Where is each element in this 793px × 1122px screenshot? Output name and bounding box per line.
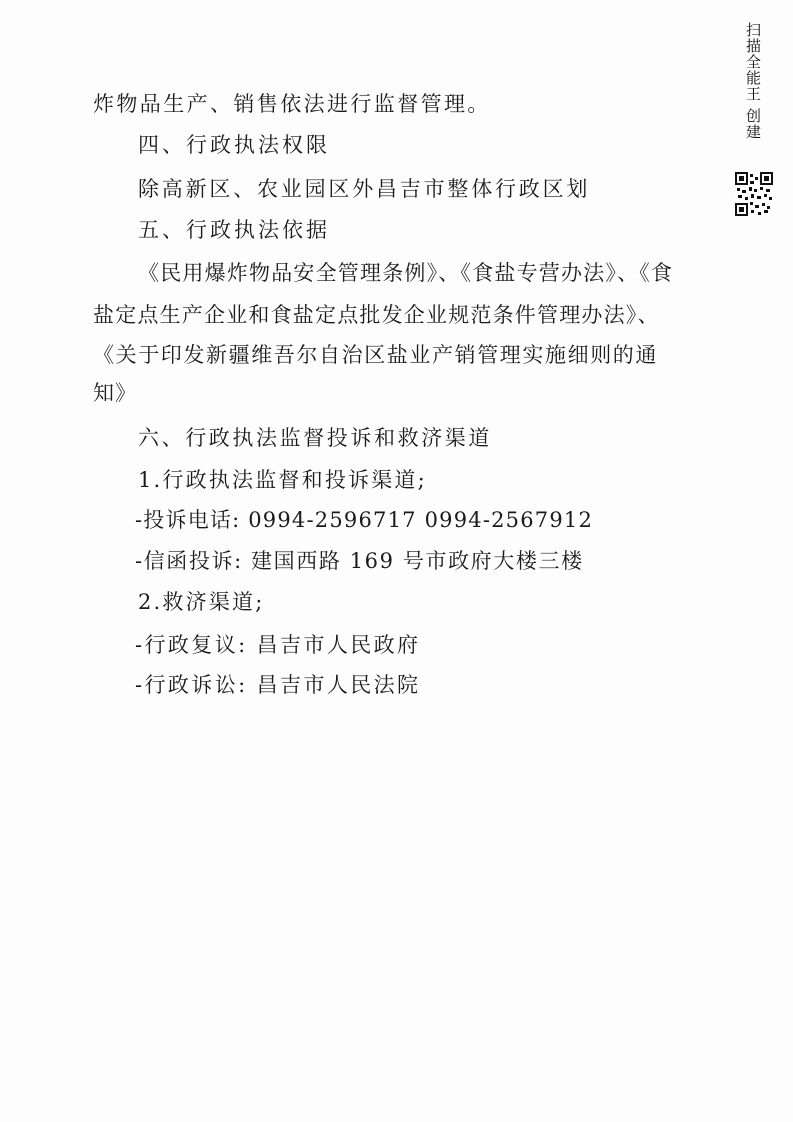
list-item: 2.救济渠道;: [138, 590, 265, 614]
qr-code-icon: [735, 172, 773, 216]
section-heading-4: 四、行政执法权限: [138, 133, 330, 157]
list-item: 1.行政执法监督和投诉渠道;: [138, 468, 427, 492]
list-item: -行政诉讼: 昌吉市人民法院: [135, 673, 421, 697]
body-text-line: 《民用爆炸物品安全管理条例》、《食盐专营办法》、《食: [138, 261, 674, 285]
body-text-line: 盐定点生产企业和食盐定点批发企业规范条件管理办法》、: [93, 303, 660, 327]
body-text-line: 知》: [93, 381, 137, 405]
list-item: -信函投诉: 建国西路 169 号市政府大楼三楼: [135, 549, 584, 573]
body-text-line: 《关于印发新疆维吾尔自治区盐业产销管理实施细则的通: [93, 343, 658, 367]
scanner-watermark: [735, 22, 779, 222]
body-text-line: 除高新区、农业园区外昌吉市整体行政区划: [138, 177, 591, 201]
body-text-line: 炸物品生产、销售依法进行监督管理。: [93, 92, 491, 116]
section-heading-5: 五、行政执法依据: [138, 218, 330, 242]
list-item: -行政复议: 昌吉市人民政府: [135, 633, 421, 657]
list-item: -投诉电话: 0994-2596717 0994-2567912: [135, 508, 594, 532]
section-heading-6: 六、行政执法监督投诉和救济渠道: [138, 426, 492, 450]
watermark-label: 扫描全能王 创建: [744, 22, 762, 140]
